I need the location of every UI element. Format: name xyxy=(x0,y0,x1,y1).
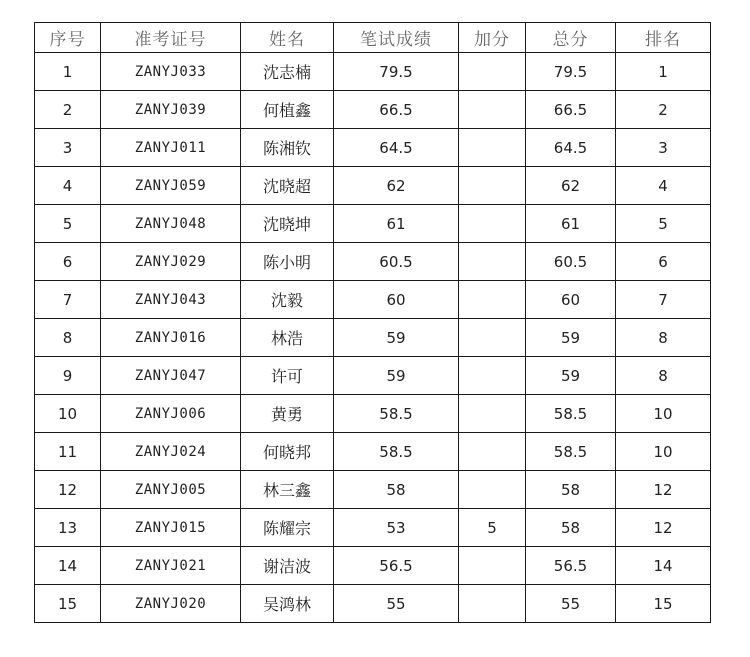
cell-rank: 5 xyxy=(616,205,711,243)
cell-name: 何晓邦 xyxy=(241,433,334,471)
table-row xyxy=(35,509,711,547)
cell-rank: 15 xyxy=(616,585,711,623)
table-row xyxy=(35,129,711,167)
cell-written-score: 59 xyxy=(334,319,459,357)
cell-rank: 12 xyxy=(616,509,711,547)
cell-exam-id: ZANYJ047 xyxy=(101,357,241,395)
cell-name: 林浩 xyxy=(241,319,334,357)
cell-bonus xyxy=(459,433,526,471)
cell-total: 58.5 xyxy=(526,433,616,471)
cell-total: 59 xyxy=(526,357,616,395)
table-row xyxy=(35,205,711,243)
cell-seq: 5 xyxy=(35,205,101,243)
header-total: 总分 xyxy=(526,23,616,53)
cell-total: 62 xyxy=(526,167,616,205)
cell-total: 58 xyxy=(526,509,616,547)
cell-exam-id: ZANYJ016 xyxy=(101,319,241,357)
header-seq: 序号 xyxy=(35,23,101,53)
cell-name: 沈毅 xyxy=(241,281,334,319)
cell-seq: 1 xyxy=(35,53,101,91)
cell-written-score: 64.5 xyxy=(334,129,459,167)
cell-bonus xyxy=(459,91,526,129)
cell-seq: 8 xyxy=(35,319,101,357)
cell-written-score: 60 xyxy=(334,281,459,319)
cell-name: 陈小明 xyxy=(241,243,334,281)
cell-bonus xyxy=(459,129,526,167)
cell-total: 60 xyxy=(526,281,616,319)
cell-total: 58 xyxy=(526,471,616,509)
cell-name: 陈耀宗 xyxy=(241,509,334,547)
cell-written-score: 55 xyxy=(334,585,459,623)
cell-rank: 12 xyxy=(616,471,711,509)
cell-bonus xyxy=(459,243,526,281)
cell-name: 沈志楠 xyxy=(241,53,334,91)
cell-rank: 8 xyxy=(616,319,711,357)
cell-written-score: 79.5 xyxy=(334,53,459,91)
cell-bonus xyxy=(459,395,526,433)
cell-name: 林三鑫 xyxy=(241,471,334,509)
table-row xyxy=(35,585,711,623)
cell-name: 沈晓超 xyxy=(241,167,334,205)
cell-written-score: 66.5 xyxy=(334,91,459,129)
cell-exam-id: ZANYJ006 xyxy=(101,395,241,433)
cell-total: 59 xyxy=(526,319,616,357)
table-body xyxy=(35,53,711,623)
cell-written-score: 58.5 xyxy=(334,433,459,471)
cell-exam-id: ZANYJ029 xyxy=(101,243,241,281)
table-row xyxy=(35,91,711,129)
cell-written-score: 61 xyxy=(334,205,459,243)
cell-seq: 11 xyxy=(35,433,101,471)
cell-rank: 8 xyxy=(616,357,711,395)
cell-written-score: 53 xyxy=(334,509,459,547)
cell-seq: 2 xyxy=(35,91,101,129)
cell-bonus xyxy=(459,547,526,585)
cell-seq: 13 xyxy=(35,509,101,547)
cell-total: 66.5 xyxy=(526,91,616,129)
table-row xyxy=(35,243,711,281)
cell-exam-id: ZANYJ015 xyxy=(101,509,241,547)
cell-exam-id: ZANYJ039 xyxy=(101,91,241,129)
cell-name: 许可 xyxy=(241,357,334,395)
cell-total: 60.5 xyxy=(526,243,616,281)
cell-seq: 14 xyxy=(35,547,101,585)
table-row xyxy=(35,433,711,471)
cell-exam-id: ZANYJ020 xyxy=(101,585,241,623)
cell-total: 64.5 xyxy=(526,129,616,167)
cell-written-score: 56.5 xyxy=(334,547,459,585)
table-row xyxy=(35,357,711,395)
cell-seq: 6 xyxy=(35,243,101,281)
cell-written-score: 58 xyxy=(334,471,459,509)
cell-written-score: 60.5 xyxy=(334,243,459,281)
header-bonus: 加分 xyxy=(459,23,526,53)
cell-bonus xyxy=(459,167,526,205)
cell-total: 61 xyxy=(526,205,616,243)
table-row xyxy=(35,53,711,91)
table-row xyxy=(35,471,711,509)
cell-bonus xyxy=(459,357,526,395)
cell-exam-id: ZANYJ033 xyxy=(101,53,241,91)
cell-seq: 4 xyxy=(35,167,101,205)
cell-written-score: 58.5 xyxy=(334,395,459,433)
cell-bonus xyxy=(459,53,526,91)
header-rank: 排名 xyxy=(616,23,711,53)
cell-rank: 10 xyxy=(616,433,711,471)
cell-name: 黄勇 xyxy=(241,395,334,433)
table-row xyxy=(35,167,711,205)
cell-name: 何植鑫 xyxy=(241,91,334,129)
cell-rank: 4 xyxy=(616,167,711,205)
cell-seq: 3 xyxy=(35,129,101,167)
cell-total: 79.5 xyxy=(526,53,616,91)
cell-exam-id: ZANYJ059 xyxy=(101,167,241,205)
cell-exam-id: ZANYJ024 xyxy=(101,433,241,471)
cell-written-score: 62 xyxy=(334,167,459,205)
results-table xyxy=(34,22,711,623)
cell-seq: 9 xyxy=(35,357,101,395)
header-written-score: 笔试成绩 xyxy=(334,23,459,53)
cell-rank: 10 xyxy=(616,395,711,433)
cell-rank: 14 xyxy=(616,547,711,585)
cell-written-score: 59 xyxy=(334,357,459,395)
cell-rank: 6 xyxy=(616,243,711,281)
cell-total: 58.5 xyxy=(526,395,616,433)
cell-exam-id: ZANYJ048 xyxy=(101,205,241,243)
cell-seq: 10 xyxy=(35,395,101,433)
table-row xyxy=(35,395,711,433)
table-header-row xyxy=(35,23,711,53)
cell-seq: 15 xyxy=(35,585,101,623)
cell-seq: 12 xyxy=(35,471,101,509)
cell-seq: 7 xyxy=(35,281,101,319)
cell-rank: 7 xyxy=(616,281,711,319)
cell-bonus xyxy=(459,585,526,623)
cell-rank: 3 xyxy=(616,129,711,167)
cell-bonus xyxy=(459,281,526,319)
cell-name: 沈晓坤 xyxy=(241,205,334,243)
cell-exam-id: ZANYJ021 xyxy=(101,547,241,585)
cell-bonus xyxy=(459,205,526,243)
cell-total: 55 xyxy=(526,585,616,623)
cell-name: 吴鸿林 xyxy=(241,585,334,623)
cell-name: 谢洁波 xyxy=(241,547,334,585)
cell-bonus: 5 xyxy=(459,509,526,547)
table-row xyxy=(35,281,711,319)
cell-rank: 1 xyxy=(616,53,711,91)
cell-exam-id: ZANYJ043 xyxy=(101,281,241,319)
header-name: 姓名 xyxy=(241,23,334,53)
results-table-container xyxy=(34,22,711,623)
cell-name: 陈湘钦 xyxy=(241,129,334,167)
cell-bonus xyxy=(459,319,526,357)
header-exam-id: 准考证号 xyxy=(101,23,241,53)
table-row xyxy=(35,319,711,357)
cell-rank: 2 xyxy=(616,91,711,129)
cell-exam-id: ZANYJ011 xyxy=(101,129,241,167)
table-row xyxy=(35,547,711,585)
cell-exam-id: ZANYJ005 xyxy=(101,471,241,509)
cell-bonus xyxy=(459,471,526,509)
cell-total: 56.5 xyxy=(526,547,616,585)
